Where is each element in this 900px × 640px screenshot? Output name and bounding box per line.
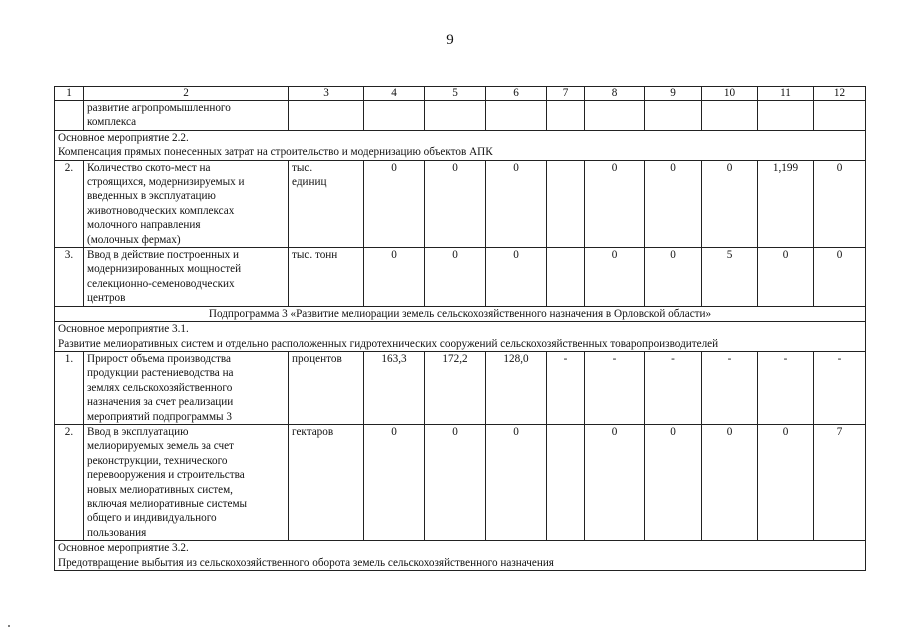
subprogram-row xyxy=(55,306,866,321)
indicator-name-line: модернизированных мощностей xyxy=(87,263,242,276)
value-cell xyxy=(364,101,425,131)
value-cell: 0 xyxy=(645,424,702,540)
value-cell: 0 xyxy=(758,248,814,307)
value-cell: 0 xyxy=(585,248,645,307)
activity-title xyxy=(55,130,866,160)
indicator-name-line: пользования xyxy=(87,526,147,539)
value-cell: 0 xyxy=(758,424,814,540)
value-cell: 0 xyxy=(585,160,645,247)
header-cell: 2 xyxy=(84,87,289,101)
row-number: 3. xyxy=(55,248,84,307)
header-cell: 10 xyxy=(702,87,758,101)
table-row xyxy=(55,248,866,307)
unit-cell: гектаров xyxy=(289,424,364,540)
indicator-name-line: (молочных фермах) xyxy=(87,233,181,246)
value-cell xyxy=(547,101,585,131)
value-cell: - xyxy=(585,351,645,424)
value-cell: - xyxy=(814,351,866,424)
value-cell xyxy=(425,101,486,131)
value-cell: - xyxy=(645,351,702,424)
value-cell: 172,2 xyxy=(425,351,486,424)
row-number: 2. xyxy=(55,160,84,247)
indicator-name xyxy=(84,160,289,247)
header-cell: 9 xyxy=(645,87,702,101)
value-cell: - xyxy=(758,351,814,424)
table-row xyxy=(55,160,866,247)
value-cell: 0 xyxy=(486,248,547,307)
indicators-table xyxy=(54,86,866,571)
indicator-name-line: центров xyxy=(87,292,126,305)
indicator-name-line: включая мелиоративные системы xyxy=(87,497,248,510)
value-cell xyxy=(547,160,585,247)
activity-line: Компенсация прямых понесенных затрат на строительство и модернизацию объектов АПК xyxy=(58,146,493,159)
indicator-name-line: общего и индивидуального xyxy=(87,512,217,525)
indicator-name-line: введенных в эксплуатацию xyxy=(87,190,216,203)
activity-title xyxy=(55,322,866,352)
activity-line: Основное мероприятие 2.2. xyxy=(58,131,189,144)
indicator-name-line: молочного направления xyxy=(87,219,201,232)
row-number: 2. xyxy=(55,424,84,540)
unit-line: единиц xyxy=(292,176,327,189)
header-cell: 6 xyxy=(486,87,547,101)
value-cell: 0 xyxy=(702,424,758,540)
value-cell: 0 xyxy=(814,248,866,307)
value-cell xyxy=(547,248,585,307)
header-cell: 12 xyxy=(814,87,866,101)
table-body xyxy=(55,87,866,571)
value-cell xyxy=(814,101,866,131)
value-cell: 0 xyxy=(364,248,425,307)
indicator-name-line: комплекса xyxy=(87,116,137,129)
subprogram-title xyxy=(55,306,866,321)
indicator-name-line: строящихся, модернизируемых и xyxy=(87,176,245,189)
table-row xyxy=(55,101,866,131)
value-cell xyxy=(702,101,758,131)
table-row xyxy=(55,351,866,424)
activity-line: Развитие мелиоративных систем и отдельно расположенных гидротехнических сооружений сельскохозяйственных товаропроизводителей xyxy=(58,337,719,350)
indicator-name-line: Прирост объема производства xyxy=(87,352,232,365)
indicator-name xyxy=(84,351,289,424)
unit-cell: тыс. тонн xyxy=(289,248,364,307)
header-cell: 1 xyxy=(55,87,84,101)
value-cell: 0 xyxy=(425,424,486,540)
value-cell: 0 xyxy=(486,160,547,247)
activity-line: Предотвращение выбытия из сельскохозяйственного оборота земель сельскохозяйственного назначения xyxy=(58,556,554,569)
value-cell: 0 xyxy=(645,160,702,247)
header-cell: 5 xyxy=(425,87,486,101)
header-row xyxy=(55,87,866,101)
activity-line: Подпрограмма 3 «Развитие мелиорации земель сельскохозяйственного назначения в Орловской области» xyxy=(208,307,712,320)
row-number xyxy=(55,101,84,131)
indicator-name-line: назначения за счет реализации xyxy=(87,396,234,409)
unit-line: тыс. xyxy=(292,161,313,174)
value-cell: 0 xyxy=(364,424,425,540)
value-cell: 0 xyxy=(814,160,866,247)
indicator-name-line: землях сельскохозяйственного xyxy=(87,381,233,394)
header-cell: 3 xyxy=(289,87,364,101)
row-number: 1. xyxy=(55,351,84,424)
table-row xyxy=(55,424,866,540)
value-cell: 0 xyxy=(364,160,425,247)
indicator-name xyxy=(84,424,289,540)
indicator-name-line: мероприятий подпрограммы 3 xyxy=(87,410,232,423)
value-cell: 0 xyxy=(585,424,645,540)
value-cell: 0 xyxy=(486,424,547,540)
indicator-name-line: новых мелиоративных систем, xyxy=(87,483,233,496)
indicator-name-line: реконструкции, технического xyxy=(87,454,228,467)
value-cell: 0 xyxy=(425,160,486,247)
unit-cell xyxy=(289,160,364,247)
value-cell: 7 xyxy=(814,424,866,540)
header-cell: 8 xyxy=(585,87,645,101)
value-cell: 0 xyxy=(645,248,702,307)
indicator-name-line: Ввод в действие построенных и xyxy=(87,249,240,262)
indicator-name-line: селекционно-семеноводческих xyxy=(87,277,235,290)
header-cell: 7 xyxy=(547,87,585,101)
value-cell: - xyxy=(702,351,758,424)
header-cell: 4 xyxy=(364,87,425,101)
activity-row xyxy=(55,541,866,571)
indicator-name xyxy=(84,101,289,131)
activity-line: Основное мероприятие 3.2. xyxy=(58,542,189,555)
value-cell: - xyxy=(547,351,585,424)
indicator-name-line: перевооружения и строительства xyxy=(87,469,245,482)
activity-line: Основное мероприятие 3.1. xyxy=(58,323,189,336)
page-number: 9 xyxy=(446,32,454,48)
value-cell: 0 xyxy=(702,160,758,247)
value-cell: 163,3 xyxy=(364,351,425,424)
indicator-name-line: развитие агропромышленного xyxy=(87,102,231,114)
header-cell: 11 xyxy=(758,87,814,101)
indicator-name-line: Количество ското-мест на xyxy=(87,161,211,174)
value-cell: 128,0 xyxy=(486,351,547,424)
activity-row xyxy=(55,322,866,352)
value-cell: 1,199 xyxy=(758,160,814,247)
value-cell xyxy=(645,101,702,131)
value-cell xyxy=(547,424,585,540)
unit-cell xyxy=(289,101,364,131)
activity-title xyxy=(55,541,866,571)
value-cell: 0 xyxy=(425,248,486,307)
indicator-name-line: продукции растениеводства на xyxy=(87,367,234,380)
value-cell xyxy=(486,101,547,131)
scan-speck xyxy=(8,625,10,627)
indicator-name-line: Ввод в эксплуатацию xyxy=(87,425,189,438)
value-cell: 5 xyxy=(702,248,758,307)
unit-cell: процентов xyxy=(289,351,364,424)
activity-row xyxy=(55,130,866,160)
indicator-name-line: мелиорируемых земель за счет xyxy=(87,440,234,453)
value-cell xyxy=(585,101,645,131)
indicator-name xyxy=(84,248,289,307)
indicator-name-line: животноводческих комплексах xyxy=(87,204,235,217)
value-cell xyxy=(758,101,814,131)
